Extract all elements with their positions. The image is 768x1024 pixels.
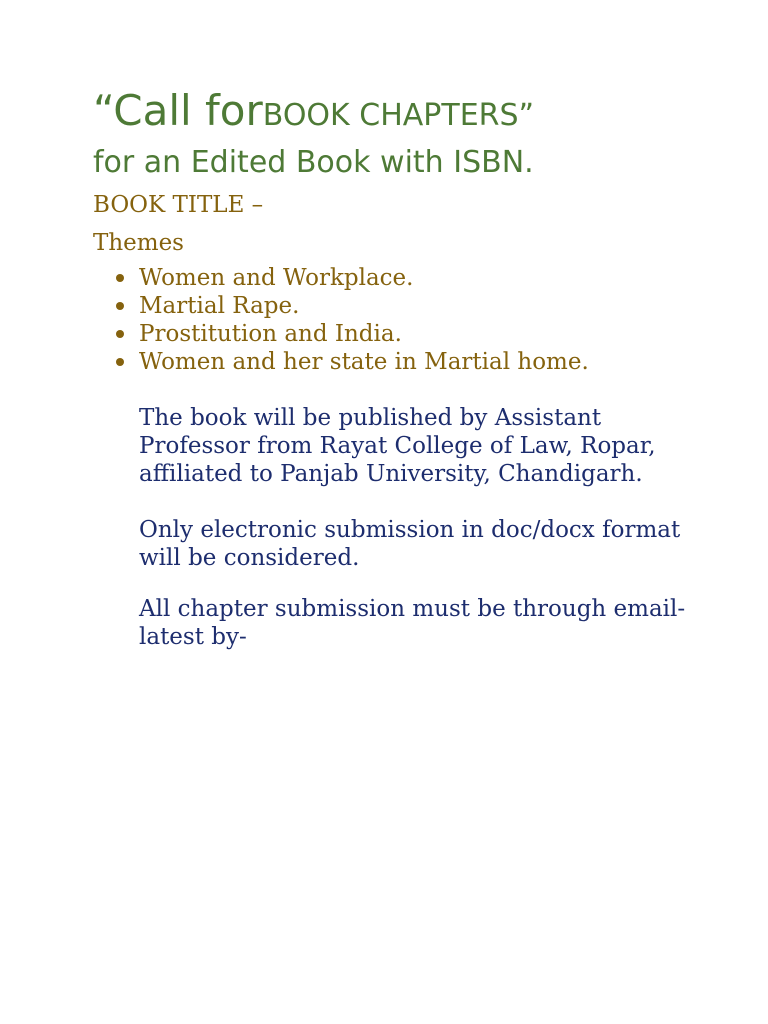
document-title <box>93 86 693 135</box>
publisher-paragraph: The book will be published by Assistant Professor from Rayat College of Law, Ropar, affiliated to Panjab University, Chandigarh. <box>139 405 656 487</box>
theme-text: Women and Workplace. <box>139 265 414 291</box>
submission-deadline-paragraph: All chapter submission must be through email- latest by- <box>139 596 686 650</box>
book-title-label: BOOK TITLE – <box>93 192 264 218</box>
themes-heading: Themes <box>93 230 184 256</box>
bullet-icon <box>116 358 124 366</box>
document-subtitle: for an Edited Book with ISBN. <box>93 145 534 180</box>
document-page <box>93 86 693 674</box>
bullet-icon <box>116 302 124 310</box>
theme-text: Prostitution and India. <box>139 321 402 347</box>
themes-list <box>93 264 693 376</box>
list-item <box>93 292 693 320</box>
bullet-icon <box>116 330 124 338</box>
theme-text: Martial Rape. <box>139 293 300 319</box>
title-book-chapters: BOOK CHAPTERS” <box>262 98 535 133</box>
list-item <box>93 320 693 348</box>
title-call-for: “Call for <box>93 86 263 135</box>
list-item <box>93 264 693 292</box>
list-item <box>93 348 693 376</box>
submission-format-paragraph: Only electronic submission in doc/docx format will be considered. <box>139 517 681 571</box>
bullet-icon <box>116 274 124 282</box>
theme-text: Women and her state in Martial home. <box>139 349 589 375</box>
